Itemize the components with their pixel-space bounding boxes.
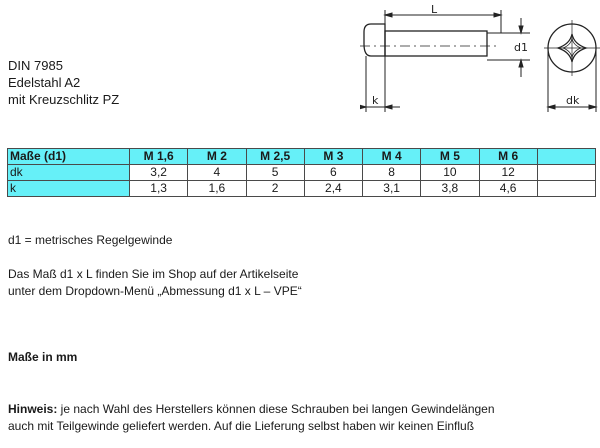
drive-label: mit Kreuzschlitz PZ [8,92,120,107]
table-cell: 6 [304,165,362,181]
length-label: L [431,3,438,16]
hint-line-1 [8,401,495,418]
column-header: M 1,6 [130,149,188,165]
table-cell: 3,1 [363,181,421,197]
row-label: k [8,181,130,197]
column-header: M 2,5 [246,149,304,165]
dimensions-table [7,148,596,197]
table-cell: 5 [246,165,304,181]
units-note [8,349,77,366]
row-label: dk [8,165,130,181]
diameter-label: d1 [514,41,528,54]
shop-note-line-2: unter dem Dropdown-Menü „Abmessung d1 x L – VPE“ [8,284,302,298]
shop-note-line-1: Das Maß d1 x L finden Sie im Shop auf der Artikelseite [8,267,299,281]
table-cell [537,181,595,197]
header-label: Maße (d1) [8,149,130,165]
units-label: Maße in mm [8,350,78,364]
table-cell: 10 [421,165,479,181]
column-header [537,149,595,165]
hint-line-2: auch mit Teilgewinde geliefert werden. Auf die Lieferung selbst haben wir keinen Einfluß [8,419,475,433]
column-header: M 5 [421,149,479,165]
table-cell: 12 [479,165,537,181]
column-header: M 2 [188,149,246,165]
d1-definition: d1 = metrisches Regelgewinde [8,233,173,247]
material-label: Edelstahl A2 [8,75,81,90]
table-cell: 3,8 [421,181,479,197]
table-cell: 4 [188,165,246,181]
screw-side-view-icon [360,10,530,112]
table-cell: 1,6 [188,181,246,197]
table-cell: 2,4 [304,181,362,197]
column-header: M 3 [304,149,362,165]
product-title-block [8,57,119,108]
head-height-label: k [372,94,379,107]
hint-label: Hinweis: [8,402,58,416]
norm-label: DIN 7985 [8,58,63,73]
hint-text: je nach Wahl des Herstellers können diese Schrauben bei langen Gewindelängen [57,402,495,416]
table-header-row [8,149,596,165]
column-header: M 6 [479,149,537,165]
technical-drawing [360,0,600,120]
table-row [8,165,596,181]
table-cell: 4,6 [479,181,537,197]
table-cell: 8 [363,165,421,181]
head-diameter-label: dk [566,94,580,107]
table-cell: 2 [246,181,304,197]
column-header: M 4 [363,149,421,165]
table-cell [537,165,595,181]
table-cell: 1,3 [130,181,188,197]
table-cell: 3,2 [130,165,188,181]
table-row [8,181,596,197]
